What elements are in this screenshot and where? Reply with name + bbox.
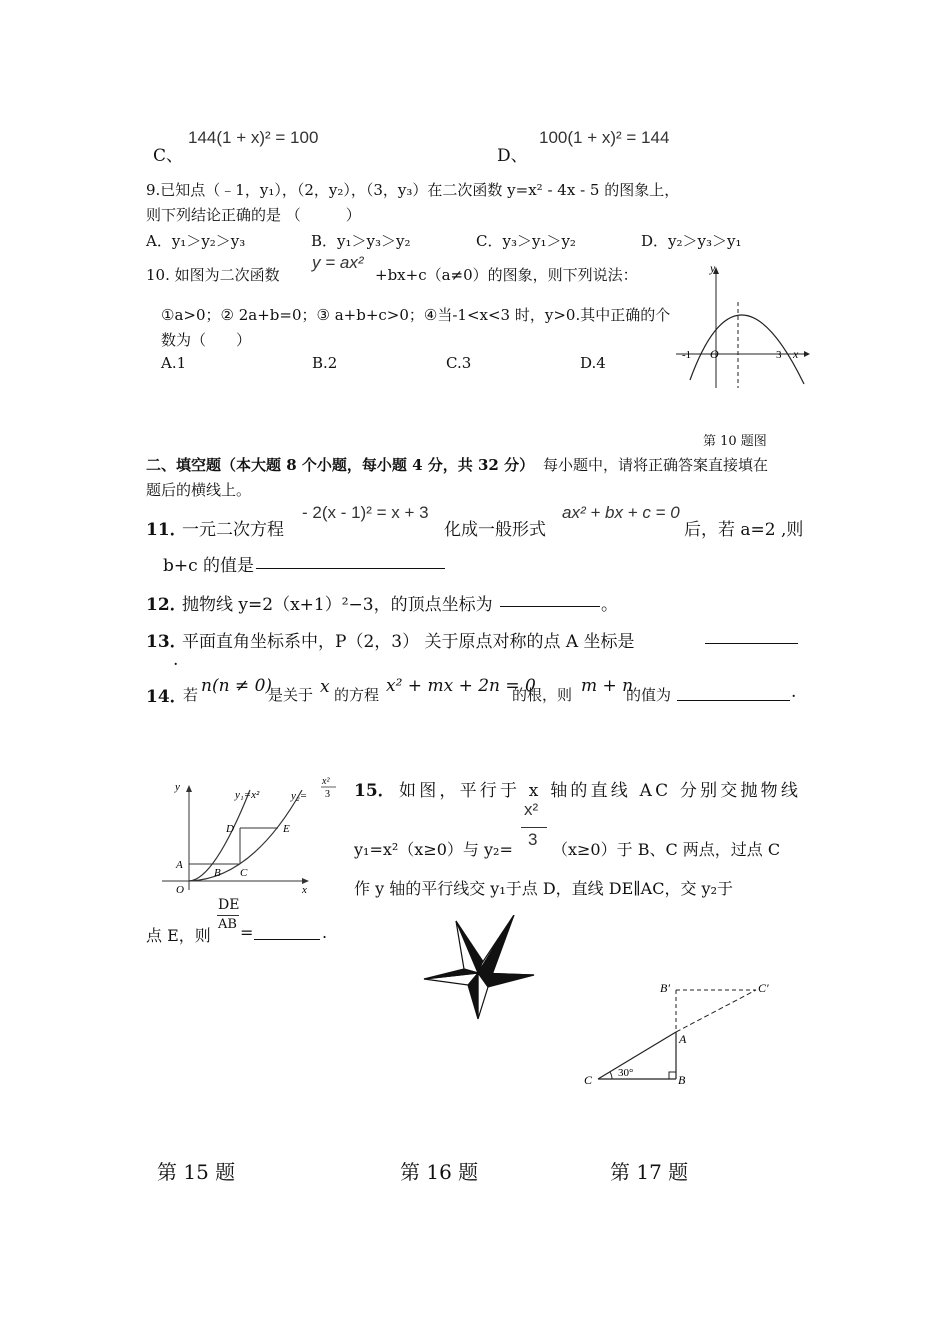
- q15-ratio-numerator: DE: [218, 897, 240, 913]
- q15-fraction-denominator: 3: [528, 830, 538, 849]
- q15-line-1: 如图，平行于 x 轴的直线 AC 分别交抛物线: [399, 781, 802, 801]
- q11-line-2: b+c 的值是: [163, 556, 255, 576]
- section-2-title: 二、填空题（本大题 8 个小题，每小题 4 分，共 32 分）: [146, 456, 535, 474]
- q9-option-a: A．y₁＞y₂＞y₃: [146, 232, 246, 250]
- q12-answer-blank[interactable]: [500, 590, 600, 607]
- q17-label-b-prime: B′: [660, 981, 670, 995]
- q14-answer-blank[interactable]: [677, 684, 790, 701]
- q9-line-1: 9.已知点（﹣1，y₁），（2，y₂），（3，y₃）在二次函数 y=x² - 4x - 5 的图象上，: [146, 181, 680, 199]
- q15-line-4a: 点 E，则: [146, 926, 211, 945]
- q14-text-a: 若: [183, 686, 199, 704]
- q11-text-b: 化成一般形式: [444, 520, 546, 540]
- q15-point-e: E: [283, 823, 290, 835]
- q14-text-e: 的值为: [626, 686, 672, 704]
- q15-line-3: 作 y 轴的平行线交 y₁于点 D，直线 DE∥AC，交 y₂于: [354, 879, 733, 898]
- q15-origin-label: O: [176, 884, 184, 896]
- q10-option-c: C.3: [446, 354, 472, 372]
- q8-option-c-equation: 144(1 + x)² = 100: [188, 128, 319, 147]
- q10-neg1-label: -1: [682, 349, 692, 361]
- q15-y-label: y: [175, 781, 180, 793]
- q15-y2-denominator: 3: [325, 789, 330, 800]
- q14-text-b: 是关于: [268, 686, 314, 704]
- q10-y-label: y: [710, 261, 716, 275]
- q10-origin-label: O: [710, 347, 719, 361]
- q15-y-arrow: [186, 785, 192, 792]
- q17-angle-label: 30°: [618, 1067, 634, 1079]
- q14-equation-d: m + n: [581, 676, 634, 696]
- q14-number: 14．: [146, 687, 187, 707]
- q11-number: 11．: [146, 520, 187, 540]
- q12-end: 。: [601, 595, 618, 615]
- q15-point-a: A: [176, 859, 183, 871]
- q8-option-d-equation: 100(1 + x)² = 144: [539, 128, 670, 147]
- q17-label-c-prime: C′: [758, 981, 769, 995]
- q17-label-a: A: [679, 1032, 687, 1046]
- q11-answer-blank[interactable]: [256, 552, 445, 569]
- q8-option-c-label: C、: [153, 146, 184, 166]
- q9-option-d: D．y₂＞y₃＞y₁: [641, 232, 742, 250]
- q15-ratio-denominator: AB: [218, 917, 237, 932]
- q16-star-facet: [456, 921, 478, 973]
- caption-q17: 第 17 题: [610, 1160, 689, 1184]
- q14-equation-a: n(n ≠ 0): [201, 676, 273, 696]
- caption-q15: 第 15 题: [157, 1160, 236, 1184]
- q15-fraction-numerator: x²: [524, 800, 539, 819]
- q13-text: 平面直角坐标系中，P（2，3） 关于原点对称的点 A 坐标是: [182, 632, 635, 652]
- q15-answer-blank[interactable]: [254, 923, 320, 940]
- q16-star-facet: [478, 915, 514, 975]
- q9-line-2: 则下列结论正确的是 （ ）: [146, 206, 361, 224]
- q15-x-label: x: [302, 884, 307, 896]
- q17-angle-arc: [610, 1072, 612, 1079]
- q13-dot: .: [173, 650, 179, 670]
- q17-label-b: B: [678, 1073, 686, 1087]
- q10-option-d: D.4: [580, 354, 606, 372]
- q10-x-label: x: [793, 347, 799, 361]
- section-2-instruction: 每小题中，请将正确答案直接填在: [543, 456, 769, 474]
- q17-right-angle-mark: [669, 1072, 676, 1079]
- q17-label-c: C: [584, 1073, 593, 1087]
- q15-y2-label: y₂=: [291, 790, 308, 802]
- q13-number: 13．: [146, 632, 187, 652]
- q10-parabola: [690, 315, 804, 384]
- q17-triangle-figure: [578, 976, 778, 1094]
- q10-option-b: B.2: [312, 354, 338, 372]
- q8-option-d-label: D、: [497, 146, 528, 166]
- q12-number: 12．: [146, 595, 187, 615]
- q15-parabola-figure: [152, 772, 352, 896]
- q15-end: .: [322, 923, 328, 942]
- q14-text-c: 的方程: [334, 686, 380, 704]
- q11-equation-2: ax² + bx + c = 0: [562, 503, 680, 522]
- q15-y1-label: y₁=x²: [235, 789, 260, 801]
- section-2-instruction-2: 题后的横线上。: [146, 481, 252, 499]
- q10-line-3: 数为（ ）: [161, 331, 252, 349]
- q10-option-a: A.1: [161, 354, 187, 372]
- q14-equation-b: x: [320, 677, 330, 697]
- q17-side-ca: [598, 1032, 676, 1079]
- q11-text-a: 一元二次方程: [182, 520, 284, 540]
- q14-end: .: [791, 682, 797, 702]
- q15-ratio-bar: [217, 915, 239, 916]
- q10-line-1b: +bx+c（a≠0）的图象，则下列说法：: [375, 266, 638, 284]
- q15-point-b: B: [214, 867, 221, 879]
- q14-text-d: 的根，则: [512, 686, 573, 704]
- q10-figure-caption: 第 10 题图: [703, 434, 767, 449]
- q16-star-figure: [420, 915, 536, 1025]
- q11-equation-1: - 2(x - 1)² = x + 3: [302, 503, 429, 522]
- q17-line-ac-prime: [676, 990, 756, 1032]
- q10-parabola-figure: [676, 258, 811, 388]
- q10-line-2: ①a>0；② 2a+b=0；③ a+b+c>0；④当-1<x<3 时，y>0.其中正确的个: [161, 306, 671, 324]
- q15-line-2b: （x≥0）于 B、C 两点，过点 C: [552, 840, 781, 859]
- q12-text: 抛物线 y=2（x+1）²−3，的顶点坐标为: [182, 595, 493, 615]
- caption-q16: 第 16 题: [400, 1160, 479, 1184]
- q15-fraction-bar: [521, 827, 547, 828]
- q15-point-d: D: [226, 823, 234, 835]
- q10-three-label: 3: [776, 349, 782, 361]
- q15-y2-numerator: x²: [322, 776, 330, 787]
- q15-line-4b: =: [240, 923, 254, 942]
- q15-point-c: C: [240, 867, 248, 879]
- q10-line-1-equation: y = ax²: [312, 253, 364, 272]
- q13-answer-blank[interactable]: [705, 627, 798, 644]
- q10-line-1a: 10. 如图为二次函数: [146, 266, 280, 284]
- q11-text-c: 后，若 a=2 ,则: [684, 520, 804, 540]
- q14-equation-c: x² + mx + 2n = 0: [386, 676, 536, 696]
- q15-line-2a: y₁=x²（x≥0）与 y₂=: [354, 840, 513, 859]
- q9-option-b: B．y₁＞y₃＞y₂: [311, 232, 411, 250]
- q15-number: 15．: [354, 781, 395, 801]
- q10-x-arrow: [804, 351, 810, 357]
- q9-option-c: C．y₃＞y₁＞y₂: [476, 232, 576, 250]
